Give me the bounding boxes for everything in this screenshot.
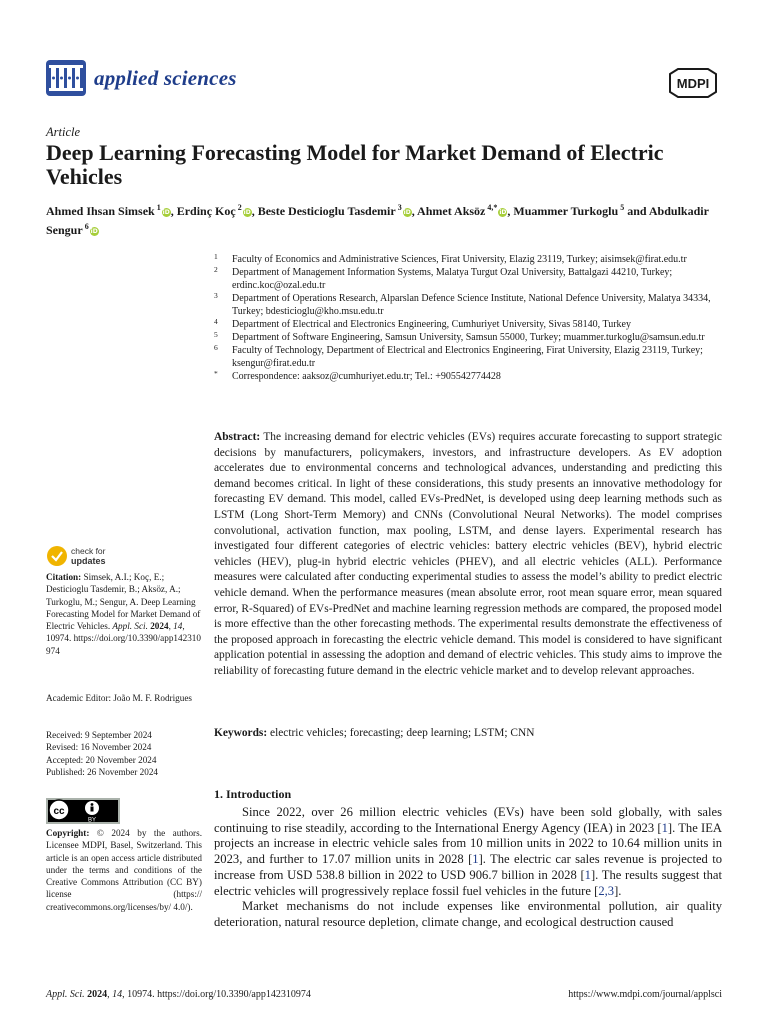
abstract-text: The increasing demand for electric vehicles (EVs) requires accurate forecasting to support strategic decisions by manufacturers, policymakers, investors, and infrastructure developers. As EV adoption accelerates due to environmental concerns and technological advances, understanding and predicting this demand becomes critical. In light of these considerations, this study presents an innovative methodology for forecasting EV demand. This model, called EVs-PredNet, is developed using deep learning methods such as LSTM (Long Short-Term Memory) and CNNs (Convolutional Neural Networks). The model comprises convolutional, activation function, max pooling, LSTM, and dense layers. Experimental research has investigated four different categories of electric vehicles: battery electric vehicles (BEV), hybrid electric vehicles (HEV), plug-in hybrid electric vehicles (PHEV), and all electric vehicles (ALL). Performance measures were calculated after conducting experimental studies to assess the model’s ability to predict electric vehicle demand. When the performance measures (mean absolute error, root mean square error, mean squared error, R-Squared) of EVs-PredNet and machine learning regression methods are compared, the proposed model is more effective than the other forecasting methods. The experimental results demonstrate the effectiveness of the proposed approach in forecasting the electric vehicle demand. This model is considered to have significant application potential in assessing the adoption and demand of electric vehicles. This study aims to improve the reliability of forecasting future demand in the electric vehicle market and to develop relevant approaches. [214,431,722,677]
author-affiliation-mark: 5 [618,203,625,212]
affiliation-item [214,253,724,266]
introduction-body [214,805,722,931]
keywords-label: Keywords: [214,727,268,739]
author-affiliation-mark: 4,* [485,203,498,212]
author-name[interactable]: Abdulkadir Sengur [46,204,709,237]
author-name[interactable]: Ahmed Ihsan Simsek [46,204,155,218]
author-name[interactable]: Muammer Turkoglu [513,204,619,218]
author-affiliation-mark: 2 [235,203,242,212]
affiliation-item [214,318,724,331]
intro-paragraph-1: Since 2022, over 26 million electric vehicles (EVs) have been sold globally, with sales continuing to rise steadily, according to the International Energy Agency (IEA) in 2023 [1]. The IEA projects an increase in electric vehicle sales from 10 million units in 2022 to 10.64 million units in 2023, and further to 17.07 million units in 2028 [1]. The electric car sales revenue is projected to increase from USD 538.8 billion in 2022 to USD 906.7 billion in 2028 [1]. The results suggest that electric vehicles will progressively replace fossil fuel vehicles in the future [2,3]. [214,805,723,898]
intro-paragraph-2: Market mechanisms do not include expenses like environmental pollution, air quality deterioration, natural resource depletion, climate change, and ecological destruction caused [214,899,722,929]
affiliation-text: Department of Software Engineering, Samsun University, Samsun 55000, Turkey; muammer.turkoglu@samsun.edu.tr [232,332,705,343]
affiliation-item [214,370,724,383]
reference-link[interactable]: 1 [472,852,479,867]
affiliation-item [214,292,724,318]
citation-doi-link[interactable]: https://doi.org/10.3390/app142310974 [46,633,201,656]
copyright-notice [46,827,202,913]
footer-journal-url[interactable]: https://www.mdpi.com/journal/applsci [568,989,722,1000]
citation-text: Simsek, A.I.; Koç, E.; Desticioglu Tasdemir, B.; Aksöz, A.; Turkoglu, M.; Sengur, A. Deep Learning Forecasting Model for Market Demand of Electric Vehicles. [46,572,201,632]
reference-link[interactable]: 2,3 [598,883,615,898]
reference-link[interactable]: 1 [661,820,668,835]
keywords [214,726,722,741]
copyright-label: Copyright: [46,828,90,838]
author-affiliation-mark: 3 [395,203,402,212]
author-affiliation-mark: 1 [154,203,161,212]
affiliation-text: Faculty of Economics and Administrative Sciences, Firat University, Elazig 23119, Turkey; aisimsek@firat.edu.tr [232,254,687,265]
check-updates-line2: updates [71,556,106,566]
affiliation-text: Department of Electrical and Electronics Engineering, Cumhuriyet University, Sivas 58140, Turkey [232,319,631,330]
article-type: Article [46,125,81,139]
reference-link[interactable]: 1 [584,867,591,882]
affiliation-number: 5 [214,330,218,339]
publication-dates [46,729,202,778]
affiliation-number: * [214,369,218,378]
orcid-icon[interactable]: iD [162,209,170,216]
orcid-icon[interactable]: iD [499,209,507,216]
orcid-icon[interactable]: iD [243,209,251,216]
date-accepted: Accepted: 20 November 2024 [46,754,157,765]
journal-columns-icon [46,60,86,96]
affiliation-text: Faculty of Technology, Department of Electrical and Electronics Engineering, Firat University, Elazig 23119, Turkey; ksengur@firat.edu.tr [232,345,703,369]
affiliation-text: Correspondence: aaksoz@cumhuriyet.edu.tr; Tel.: +905542774428 [232,371,501,382]
journal-header [46,60,722,100]
svg-text:cc: cc [53,806,65,817]
affiliations [214,253,724,383]
section-heading-introduction: 1. Introduction [214,787,292,801]
affiliation-number: 2 [214,265,218,274]
journal-name: applied sciences [94,66,237,90]
author-list: Ahmed Ihsan Simsek $^1$iD, Erdinç Koç $^2$iD, Beste Desticioglu Tasdemir $^3$iD, Ahmet Aksöz $^{4,*}$iD, Muammer Turkoglu $^5$ and Abdulkadir Sengur $^6$iD [46,203,709,237]
affiliation-number: 3 [214,291,218,300]
footer-citation: Appl. Sci. 2024, 14, 10974. https://doi.org/10.3390/app142310974 [46,989,311,1000]
citation-volume: 14 [173,621,183,632]
affiliation-text: Department of Management Information Systems, Malatya Turgut Ozal University, Battalgazi 44210, Turkey; erdinc.koc@ozal.edu.tr [232,267,673,291]
date-revised: Revised: 16 November 2024 [46,742,152,753]
orcid-icon[interactable]: iD [90,228,98,235]
affiliation-number: 1 [214,252,218,261]
author-name[interactable]: Erdinç Koç [176,204,236,218]
mdpi-logo-text: MDPI [676,76,710,91]
citation-label: Citation: [46,572,82,582]
mdpi-logo [664,68,722,98]
orcid-icon[interactable]: iD [403,209,411,216]
author-name[interactable]: Beste Desticioglu Tasdemir [257,204,396,218]
paper-title: Deep Learning Forecasting Model for Market Demand of Electric Vehicles [46,140,664,189]
editor-name: João M. F. Rodrigues [113,693,192,703]
citation-year: 2024 [150,621,169,632]
check-for-updates-badge[interactable] [46,543,146,569]
abstract [214,430,722,680]
abstract-label: Abstract: [214,431,261,443]
keywords-text: electric vehicles; forecasting; deep learning; LSTM; CNN [270,727,535,739]
affiliation-item [214,331,724,344]
affiliation-item [214,266,724,292]
editor-label: Academic Editor: [46,693,112,703]
citation-block: Citation: Simsek, A.I.; Koç, E.; Desticioglu Tasdemir, B.; Aksöz, A.; Turkoglu, M.; Sengur, A. Deep Learning Forecasting Model for Market Demand of Electric Vehicles. Appl. Sci. 2024, 14, 10974. https://doi.org/10.3390/app142310974 [46,572,201,656]
affiliation-item [214,344,724,370]
author-affiliation-mark: 6 [82,222,89,231]
cc-label: BY [87,817,97,824]
copyright-text: © 2024 by the authors. Licensee MDPI, Basel, Switzerland. This article is an open access article distributed under the terms and conditions of the Creative Commons Attribution (CC BY) license (https:// creativecommons.org/licenses/by/ 4.0/). [46,828,202,912]
date-published: Published: 26 November 2024 [46,766,159,777]
affiliation-text: Department of Operations Research, Alparslan Defence Science Institute, National Defence University, Malatya 34334, Turkey; bdesticioglu@kho.msu.edu.tr [232,293,711,317]
affiliation-number: 6 [214,343,218,352]
citation-journal: Appl. Sci. [112,621,148,632]
academic-editor [46,692,202,704]
author-name[interactable]: Ahmet Aksöz [417,204,486,218]
check-updates-line1: check for [71,546,106,556]
date-received: Received: 9 September 2024 [46,730,152,740]
affiliation-number: 4 [214,317,218,326]
citation-pages: , 10974. [46,621,185,644]
cc-by-license-icon[interactable] [46,798,120,824]
